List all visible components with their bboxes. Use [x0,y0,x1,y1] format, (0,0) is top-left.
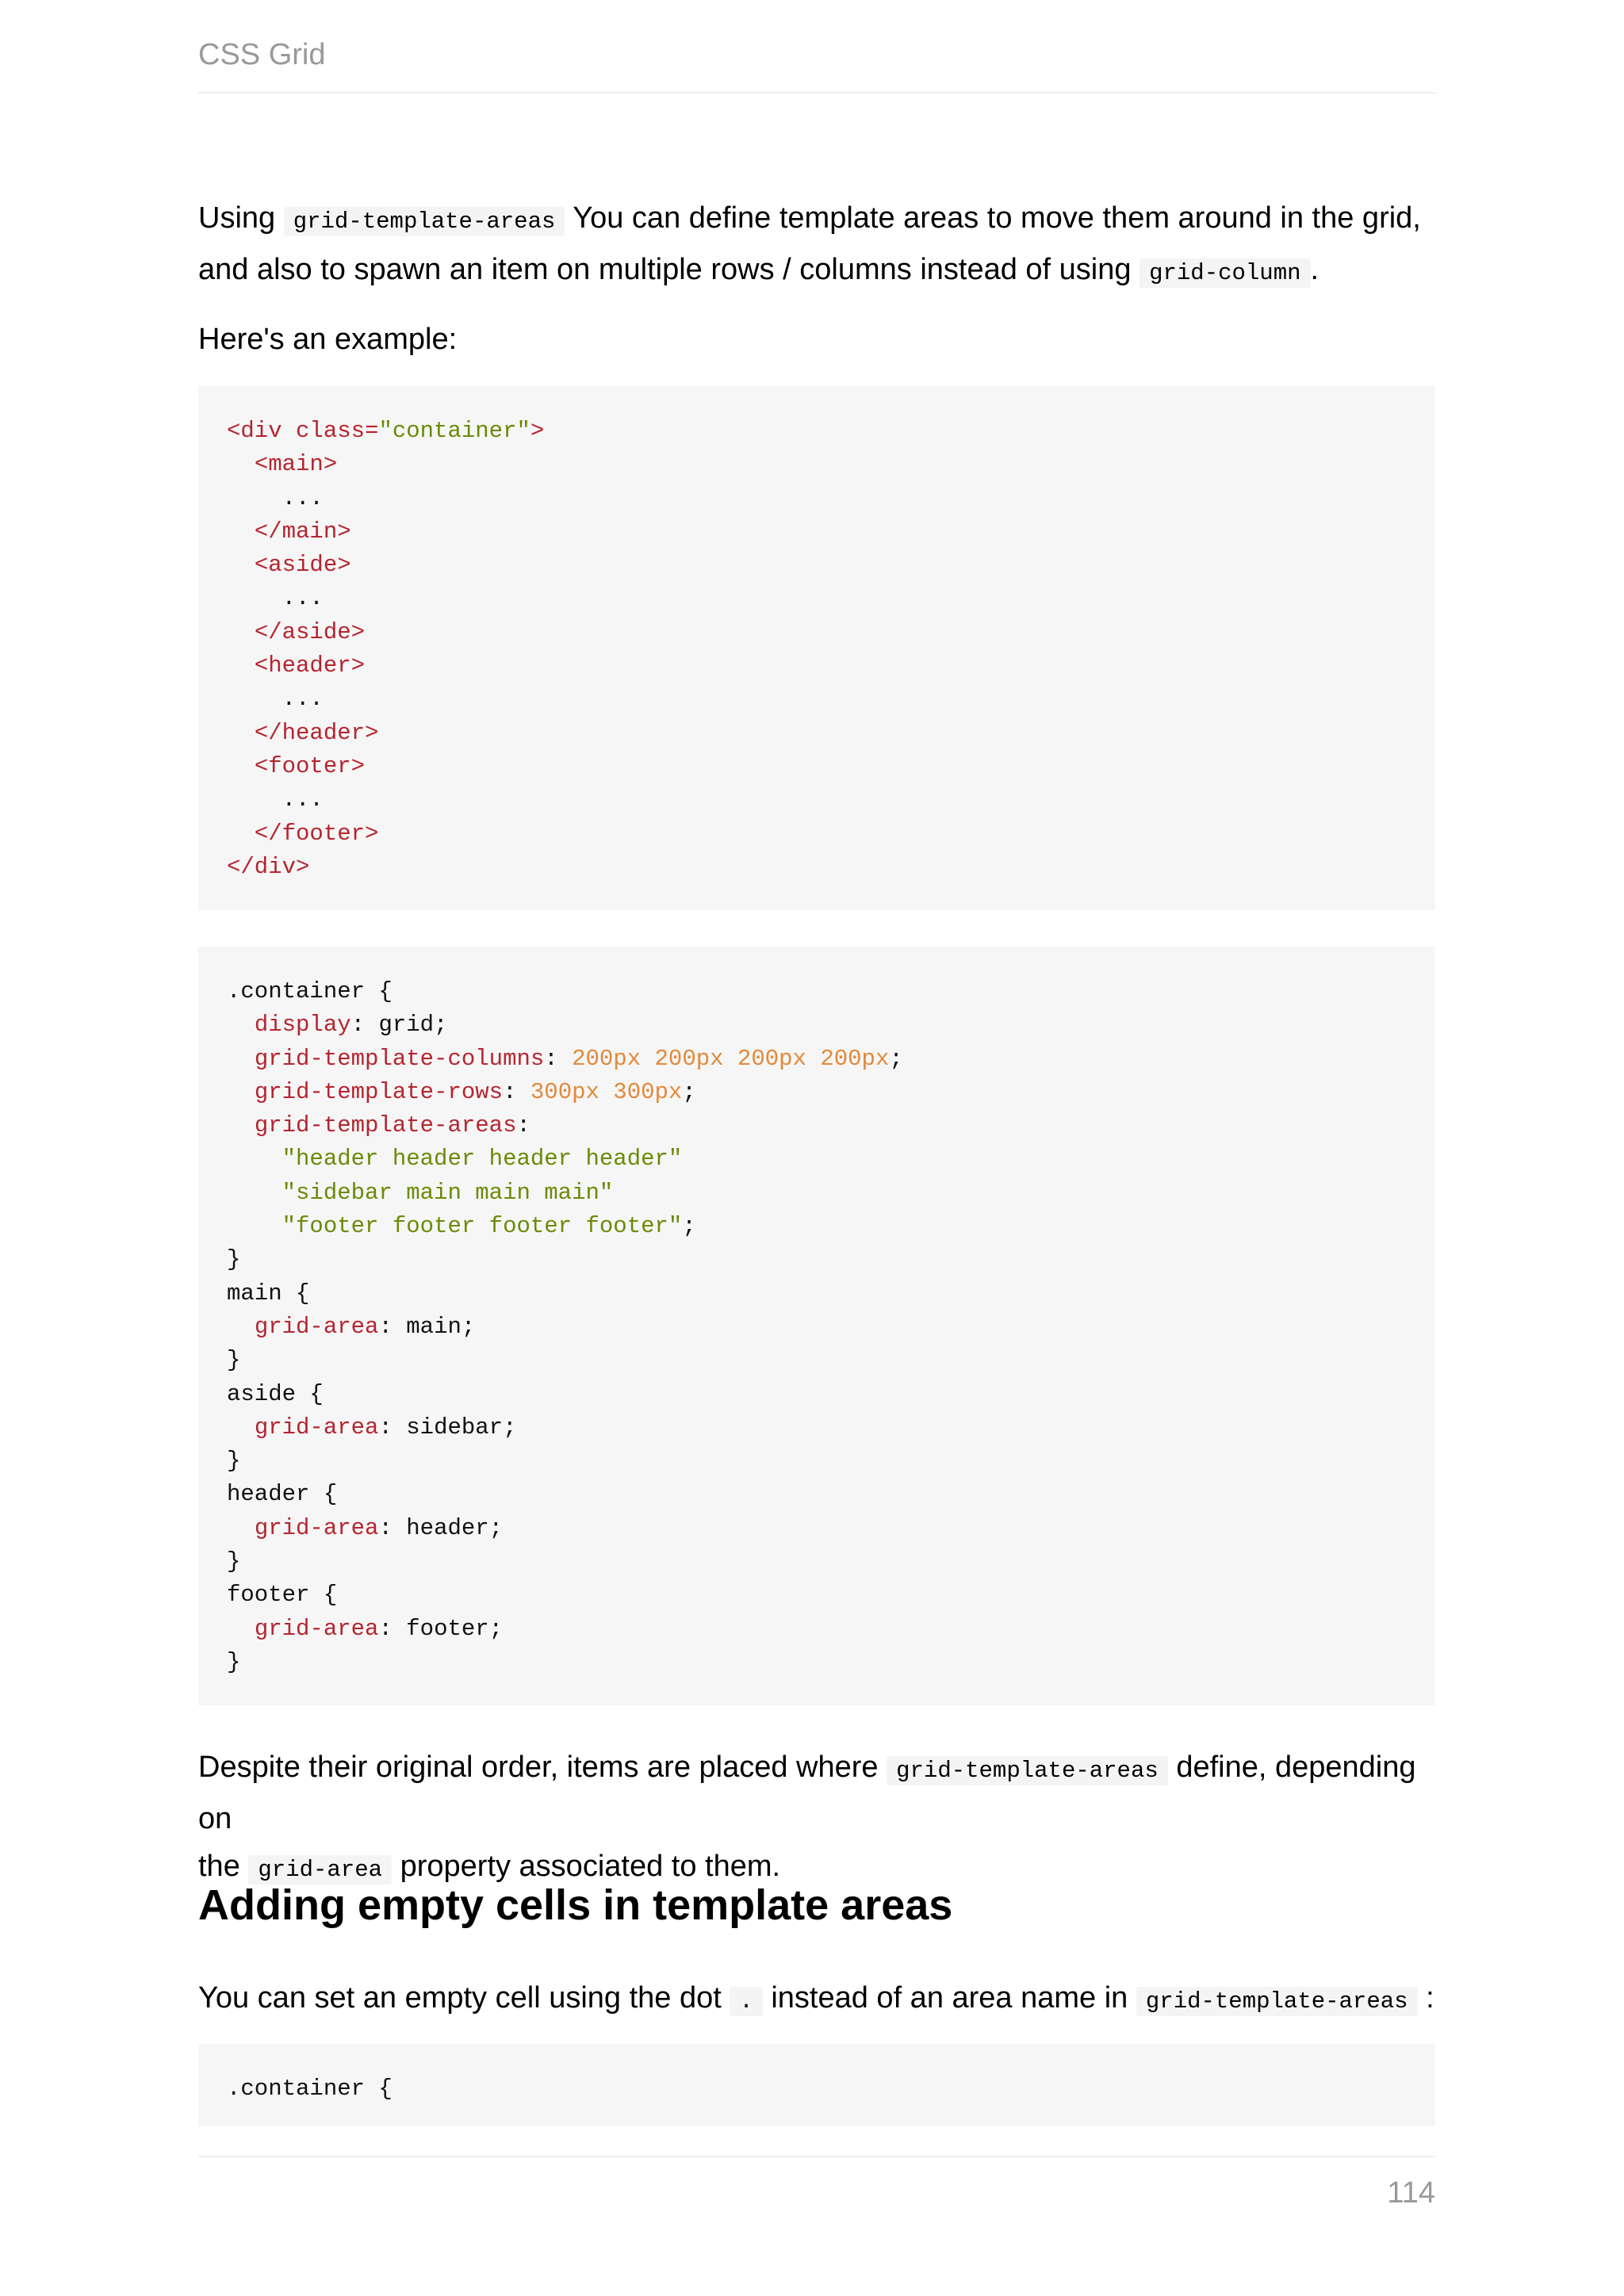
footer-divider [198,2156,1435,2157]
inline-code-dot: . [730,1987,762,2016]
despite-text-3: the [198,1850,240,1883]
inline-code-grid-column: grid-column [1139,258,1310,288]
code-token-plain [227,821,255,847]
intro-text-3: . [1310,253,1320,286]
css-code-line [227,1515,503,1541]
last-code-block [198,2044,1435,2126]
code-token-tag: <footer> [254,752,366,779]
css-code-line [227,1481,337,1507]
code-token-prop: grid-area [254,1615,379,1642]
code-token-tag: </header> [254,719,379,746]
html-code-line [227,753,365,779]
code-token-plain [227,1046,255,1072]
code-token-plain [227,519,255,545]
css-code-line [227,1414,516,1441]
code-token-plain [227,1180,282,1206]
css-code-line [227,1347,240,1373]
code-token-plain: ; [682,1213,696,1240]
code-token-plain: .container { [227,978,393,1004]
code-token-prop: grid-area [254,1414,379,1441]
code-token-plain: : main; [378,1313,476,1340]
code-token-plain [227,1079,255,1105]
code-token-tag: <header> [254,652,366,679]
code-token-plain [227,1616,255,1642]
empty-cells-paragraph [198,1974,1435,2026]
css-code-line [227,1582,337,1608]
code-token-plain [227,1012,255,1038]
page-number: 114 [1387,2176,1435,2210]
intro-text-2: and also to spawn an item on multiple rows / columns instead of using [198,253,1132,286]
code-token-plain: main { [227,1280,310,1307]
code-token-num: 200px 200px 200px 200px [572,1045,890,1072]
code-token-tag: <div [227,418,297,444]
css-code-line [227,1280,309,1307]
css-code-line [227,1448,240,1474]
css-code-block [198,947,1435,1705]
code-token-plain [227,720,255,746]
css-code-line [227,1616,503,1642]
despite-paragraph [198,1743,1435,1894]
code-token-plain: ... [227,484,324,511]
css-code-line [227,1112,530,1138]
css-code-line [227,1079,696,1105]
html-code-line [227,720,378,746]
code-token-plain: : [503,1078,530,1105]
code-token-plain: } [227,1548,241,1575]
code-token-prop: display [254,1012,351,1039]
code-token-plain [227,451,255,477]
html-code-line [227,652,365,679]
inline-code-grid-area: grid-area [248,1855,392,1885]
code-token-plain: : footer; [378,1615,504,1642]
css-code-line [227,1548,240,1575]
code-token-plain [227,1146,282,1172]
html-code-line [227,786,324,813]
code-token-str: "container" [378,418,530,444]
code-token-str: "header header header header" [282,1146,683,1173]
html-code-line [227,854,309,880]
css-code-line [227,978,393,1004]
code-token-tag: <aside> [254,552,351,579]
code-token-plain: } [227,1246,241,1273]
code-token-plain: aside { [227,1380,324,1407]
code-token-plain [227,1213,282,1239]
code-token-tag: <main> [254,451,338,478]
code-token-plain: ... [227,585,324,612]
code-token-plain: ... [227,786,324,813]
html-code-line [227,619,365,645]
intro-paragraph [198,194,1435,297]
running-header: CSS Grid [198,38,326,71]
css-code-line [227,1314,475,1340]
despite-text-4: property associated to them. [400,1850,781,1883]
empty-cells-text-2: instead of an area name in [771,1981,1128,2015]
code-token-plain [227,652,255,679]
code-token-plain: } [227,1347,241,1374]
css-code-line [227,1180,613,1206]
html-code-line [227,519,351,545]
html-code-block [198,386,1435,910]
css-code-line [227,1046,903,1072]
example-label: Here's an example: [198,323,458,356]
code-token-prop: grid-template-areas [254,1112,517,1139]
code-token-str: "sidebar main main main" [282,1179,614,1206]
code-token-plain: } [227,1448,241,1475]
inline-code-grid-template-areas-3: grid-template-areas [1136,1987,1418,2016]
empty-cells-text-3: : [1426,1981,1434,2015]
html-code-line [227,686,324,712]
code-token-plain: : [516,1112,530,1139]
code-token-plain: ... [227,686,324,713]
inline-code-grid-template-areas-2: grid-template-areas [887,1756,1168,1785]
code-token-num: 300px 300px [530,1078,683,1105]
code-token-str: "footer footer footer footer" [282,1213,683,1240]
code-token-prop: grid-template-rows [254,1078,504,1105]
code-token-plain: footer { [227,1582,338,1609]
css-code-line [227,1649,240,1675]
code-token-plain [227,1314,255,1340]
code-token-plain [227,552,255,578]
code-token-prop: grid-area [254,1514,379,1541]
css-code-line [227,1213,696,1239]
section-heading: Adding empty cells in template areas [198,1881,953,1929]
inline-code-grid-template-areas: grid-template-areas [284,207,565,236]
code-token-prop: grid-template-columns [254,1045,545,1072]
code-line: .container { [227,2076,393,2102]
code-token-plain: ; [889,1045,903,1072]
code-token-plain [227,1515,255,1541]
code-token-plain: header { [227,1481,338,1508]
code-token-tag: > [530,418,545,444]
code-token-plain [227,753,255,779]
css-code-line [227,1246,240,1272]
code-token-plain [227,1414,255,1441]
empty-cells-text-1: You can set an empty cell using the dot [198,1981,722,2015]
code-token-tag: </div> [227,853,310,880]
html-code-line [227,552,351,578]
html-code-line [227,418,544,444]
code-token-attr: class= [296,418,379,444]
code-token-tag: </aside> [254,618,366,645]
html-code-line [227,821,378,847]
html-code-line [227,485,324,511]
code-token-plain: : sidebar; [378,1414,517,1441]
code-token-plain: : [544,1045,573,1072]
code-token-plain: ; [682,1078,696,1105]
html-code-line [227,585,324,611]
code-token-plain [227,619,255,645]
code-token-plain: } [227,1648,241,1675]
code-token-prop: grid-area [254,1313,379,1340]
css-code-line [227,1381,324,1407]
despite-text-1: Despite their original order, items are placed where [198,1751,879,1784]
intro-text-1: You can define template areas to move them around in the grid, [573,201,1421,235]
html-code-line [227,451,337,477]
code-token-plain [227,1112,255,1138]
css-code-line [227,1012,447,1038]
header-divider [198,92,1435,94]
code-token-plain: : grid; [350,1012,448,1039]
css-code-line [227,1146,682,1172]
code-token-tag: </main> [254,518,351,545]
intro-text-using: Using [198,201,276,235]
code-token-tag: </footer> [254,820,379,847]
code-token-plain: : header; [378,1514,504,1541]
despite-text-2: define, depending on [198,1751,1416,1835]
